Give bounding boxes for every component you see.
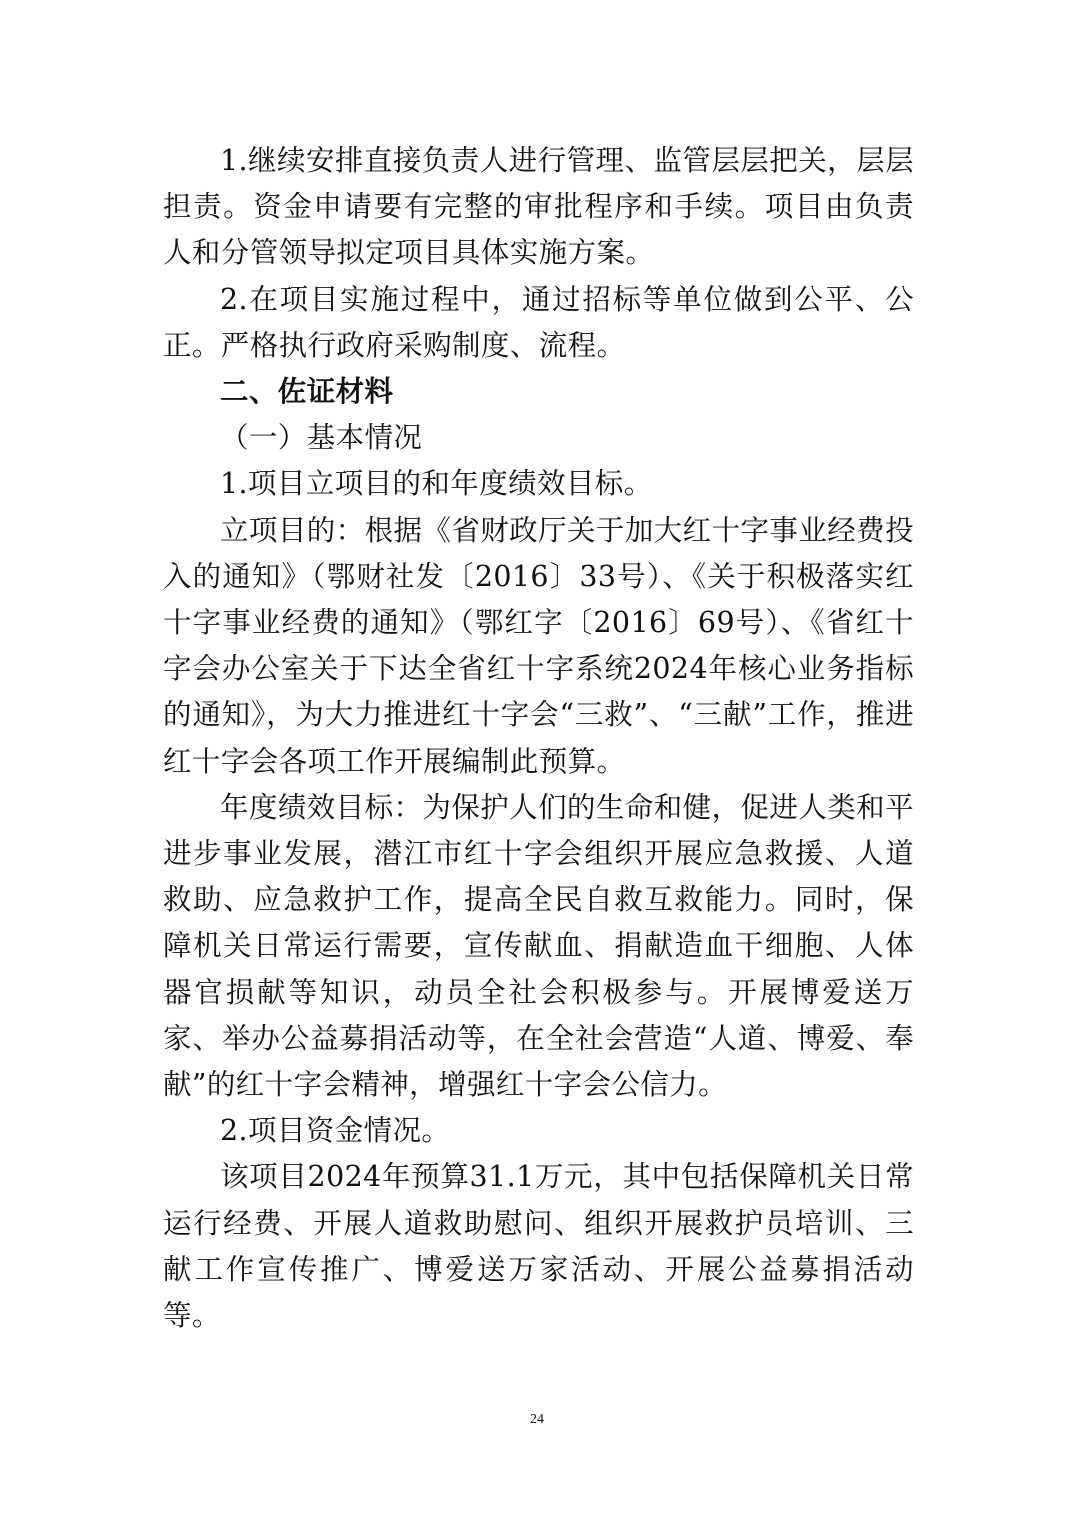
page-number: 24 [530,1412,544,1427]
paragraph-procurement-measures: 2.在项目实施过程中，通过招标等单位做到公平、公正。严格执行政府采购制度、流程。 [163,282,914,362]
paragraph-project-purpose-heading: 1.项目立项目的和年度绩效目标。 [220,467,653,501]
section-heading-evidence-materials: 二、佐证材料 [220,375,394,409]
paragraph-funding-heading: 2.项目资金情况。 [220,1114,451,1148]
paragraph-project-purpose: 立项目的：根据《省财政厅关于加大红十字事业经费投入的通知》（鄂财社发〔2016〕33号）、《关于积极落实红十字事业经费的通知》（鄂红字〔2016〕69号）、《省红十字会办公室关于下达全省红十字系统2024年核心业务指标的通知》，为大力推进红十字会“三救”、“三献”工作，推进红十字会各项工作开展编制此预算。 [163,513,914,778]
paragraph-annual-performance-goal: 年度绩效目标：为保护人们的生命和健，促进人类和平进步事业发展，潜江市红十字会组织开展应急救援、人道救助、应急救护工作，提高全民自救互救能力。同时，保障机关日常运行需要，宣传献血、捐献造血干细胞、人体器官损献等知识，动员全社会积极参与。开展博爱送万家、举办公益募捐活动等，在全社会营造“人道、博爱、奉献”的红十字会精神，增强红十字会公信力。 [163,790,914,1102]
subsection-heading-basic-situation: （一）基本情况 [220,421,423,455]
document-body [163,138,914,1339]
paragraph-management-measures: 1.继续安排直接负责人进行管理、监管层层把关，层层担责。资金申请要有完整的审批程序和手续。项目由负责人和分管领导拟定项目具体实施方案。 [163,144,914,270]
paragraph-funding-details: 该项目2024年预算31.1万元，其中包括保障机关日常运行经费、开展人道救助慰问、组织开展救护员培训、三献工作宣传推广、博爱送万家活动、开展公益募捐活动等。 [163,1160,914,1333]
